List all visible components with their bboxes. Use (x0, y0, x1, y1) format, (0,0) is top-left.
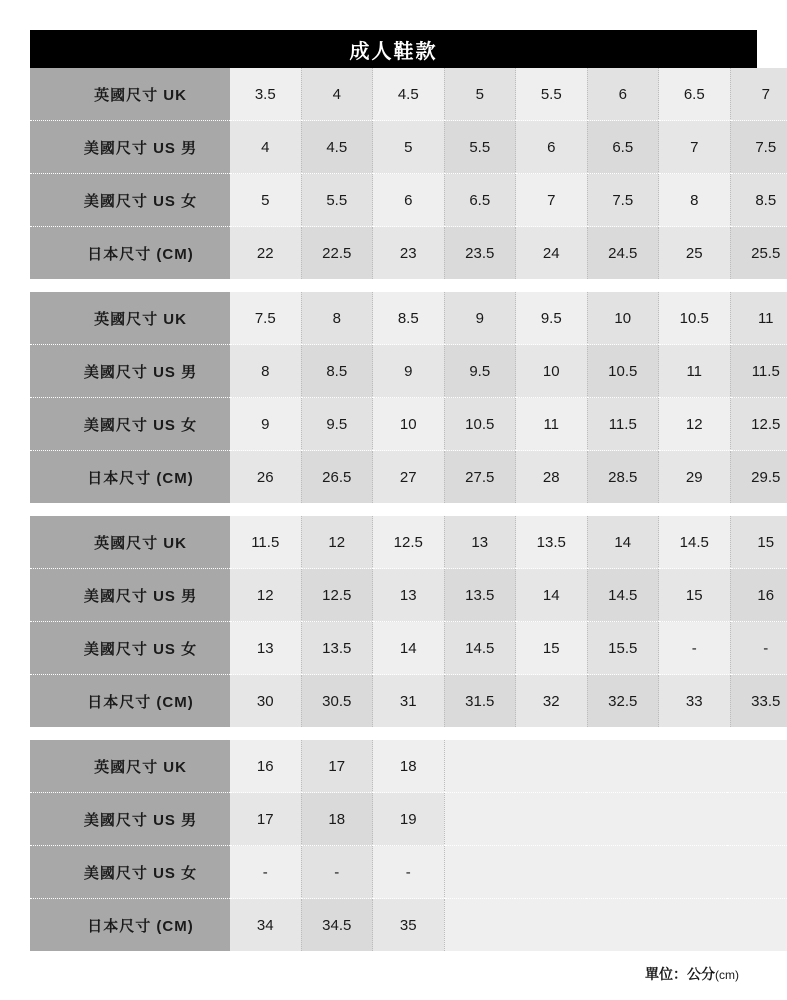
table-cell-empty (586, 899, 657, 952)
table-cell: 6 (516, 121, 588, 174)
table-cell: 26 (230, 451, 301, 504)
row-header-us-men: 美國尺寸 US 男 (30, 569, 230, 622)
table-cell: 18 (373, 740, 445, 793)
table-cell: 31.5 (444, 675, 516, 728)
table-cell: 7 (659, 121, 731, 174)
table-cell: 22.5 (301, 227, 373, 280)
table-row (30, 398, 787, 451)
table-cell-empty (444, 899, 515, 952)
row-header-uk: 英國尺寸 UK (30, 292, 230, 345)
row-header-uk: 英國尺寸 UK (30, 740, 230, 793)
table-cell: 11 (659, 345, 731, 398)
table-cell: 8 (301, 292, 373, 345)
table-row (30, 899, 787, 952)
table-cell: 12 (230, 569, 301, 622)
table-cell: 12 (659, 398, 731, 451)
table-cell: 24.5 (587, 227, 659, 280)
table-cell: - (659, 622, 731, 675)
table-cell: 14 (516, 569, 588, 622)
table-cell: 7 (516, 174, 588, 227)
row-header-uk: 英國尺寸 UK (30, 68, 230, 121)
table-row (30, 793, 787, 846)
table-cell: 17 (230, 793, 301, 846)
table-cell: - (230, 846, 301, 899)
table-cell-empty (515, 740, 586, 793)
table-cell: 7.5 (730, 121, 787, 174)
table-cell: 5.5 (301, 174, 373, 227)
table-cell: 34.5 (301, 899, 373, 952)
table-row (30, 121, 787, 174)
table-cell: 10 (373, 398, 445, 451)
table-cell: 33 (659, 675, 731, 728)
unit-note (30, 964, 757, 1000)
table-row (30, 68, 787, 121)
table-cell: 6.5 (659, 68, 731, 121)
table-cell: 7.5 (587, 174, 659, 227)
table-cell: 9.5 (301, 398, 373, 451)
table-cell: 13.5 (444, 569, 516, 622)
table-cell: 19 (373, 793, 445, 846)
table-cell: - (301, 846, 373, 899)
table-cell: 9.5 (516, 292, 588, 345)
table-cell: 31 (373, 675, 445, 728)
table-cell: 27 (373, 451, 445, 504)
table-row (30, 569, 787, 622)
table-cell-empty (656, 793, 727, 846)
table-cell: 8.5 (373, 292, 445, 345)
table-cell: 16 (230, 740, 301, 793)
table-cell-empty (727, 846, 787, 899)
table-cell: 17 (301, 740, 373, 793)
row-header-us-men: 美國尺寸 US 男 (30, 793, 230, 846)
table-cell: 7.5 (230, 292, 301, 345)
table-row (30, 846, 787, 899)
table-cell: 14.5 (587, 569, 659, 622)
table-cell: 25 (659, 227, 731, 280)
size-table-block (30, 740, 757, 951)
table-cell: 3.5 (230, 68, 301, 121)
table-cell: 9 (444, 292, 516, 345)
table-cell: 4.5 (373, 68, 445, 121)
table-cell: 30.5 (301, 675, 373, 728)
table-cell: 13 (444, 516, 516, 569)
row-header-us-women: 美國尺寸 US 女 (30, 174, 230, 227)
table-cell: 8.5 (730, 174, 787, 227)
size-table (30, 292, 787, 503)
table-row (30, 622, 787, 675)
row-header-us-men: 美國尺寸 US 男 (30, 121, 230, 174)
table-cell: 8.5 (301, 345, 373, 398)
table-cell: 30 (230, 675, 301, 728)
table-cell: 4 (230, 121, 301, 174)
table-cell: 13.5 (301, 622, 373, 675)
row-header-uk: 英國尺寸 UK (30, 516, 230, 569)
table-cell-empty (656, 846, 727, 899)
table-cell-empty (727, 793, 787, 846)
table-cell: 9 (230, 398, 301, 451)
table-cell: 13 (230, 622, 301, 675)
table-cell: - (373, 846, 445, 899)
row-header-jp-cm: 日本尺寸 (CM) (30, 899, 230, 952)
table-cell-empty (444, 740, 515, 793)
row-header-us-women: 美國尺寸 US 女 (30, 622, 230, 675)
table-cell-empty (586, 740, 657, 793)
table-cell: 18 (301, 793, 373, 846)
row-header-jp-cm: 日本尺寸 (CM) (30, 675, 230, 728)
unit-suffix: (cm) (715, 968, 739, 982)
size-table-block (30, 516, 781, 727)
table-cell: 11.5 (730, 345, 787, 398)
table-cell: 11.5 (587, 398, 659, 451)
table-cell: 13 (373, 569, 445, 622)
table-row (30, 675, 787, 728)
table-cell: 9 (373, 345, 445, 398)
unit-label: 單位：公分 (645, 966, 715, 982)
table-cell: 6 (373, 174, 445, 227)
table-cell: 10.5 (659, 292, 731, 345)
table-cell: 22 (230, 227, 301, 280)
table-cell-empty (444, 793, 515, 846)
table-cell: 34 (230, 899, 301, 952)
table-cell: 25.5 (730, 227, 787, 280)
table-cell-empty (586, 793, 657, 846)
table-cell: 35 (373, 899, 445, 952)
size-table (30, 740, 787, 951)
table-row (30, 740, 787, 793)
table-cell: 8 (230, 345, 301, 398)
table-row (30, 174, 787, 227)
table-cell: 6 (587, 68, 659, 121)
table-cell: 32 (516, 675, 588, 728)
table-cell: 11.5 (230, 516, 301, 569)
table-cell: 5.5 (444, 121, 516, 174)
table-cell: 28.5 (587, 451, 659, 504)
table-cell: 23 (373, 227, 445, 280)
table-row (30, 516, 787, 569)
row-header-jp-cm: 日本尺寸 (CM) (30, 451, 230, 504)
table-cell-empty (727, 740, 787, 793)
table-cell: 11 (516, 398, 588, 451)
table-cell: 13.5 (516, 516, 588, 569)
table-cell: 10 (516, 345, 588, 398)
row-header-us-women: 美國尺寸 US 女 (30, 398, 230, 451)
table-cell: 5 (444, 68, 516, 121)
table-cell: 10 (587, 292, 659, 345)
table-cell: 12.5 (373, 516, 445, 569)
size-table-block (30, 68, 781, 279)
table-cell-empty (656, 740, 727, 793)
size-table (30, 516, 787, 727)
table-cell: 6.5 (587, 121, 659, 174)
row-header-us-men: 美國尺寸 US 男 (30, 345, 230, 398)
table-cell: 12.5 (301, 569, 373, 622)
table-cell: 14 (373, 622, 445, 675)
table-cell: 15 (730, 516, 787, 569)
table-cell: 11 (730, 292, 787, 345)
row-header-jp-cm: 日本尺寸 (CM) (30, 227, 230, 280)
size-tables-container (30, 68, 781, 964)
table-cell: 26.5 (301, 451, 373, 504)
table-cell: 15.5 (587, 622, 659, 675)
table-cell: 29.5 (730, 451, 787, 504)
table-cell-empty (586, 846, 657, 899)
table-cell: 4.5 (301, 121, 373, 174)
table-row (30, 345, 787, 398)
table-row (30, 451, 787, 504)
table-cell-empty (656, 899, 727, 952)
table-cell-empty (727, 899, 787, 952)
table-cell: 5 (373, 121, 445, 174)
table-cell: 14 (587, 516, 659, 569)
table-cell: 8 (659, 174, 731, 227)
table-cell: 16 (730, 569, 787, 622)
table-cell-empty (444, 846, 515, 899)
table-row (30, 292, 787, 345)
table-cell: 24 (516, 227, 588, 280)
table-cell: 15 (516, 622, 588, 675)
size-table-block (30, 292, 781, 503)
size-table (30, 68, 787, 279)
table-cell: 12.5 (730, 398, 787, 451)
row-header-us-women: 美國尺寸 US 女 (30, 846, 230, 899)
table-cell: 33.5 (730, 675, 787, 728)
table-cell: 23.5 (444, 227, 516, 280)
table-row (30, 227, 787, 280)
table-cell: 32.5 (587, 675, 659, 728)
table-cell: 9.5 (444, 345, 516, 398)
table-cell: 29 (659, 451, 731, 504)
table-cell: 6.5 (444, 174, 516, 227)
table-cell: - (730, 622, 787, 675)
table-cell-empty (515, 846, 586, 899)
table-cell-empty (515, 899, 586, 952)
table-cell: 7 (730, 68, 787, 121)
table-cell: 5 (230, 174, 301, 227)
table-cell: 10.5 (587, 345, 659, 398)
table-cell: 27.5 (444, 451, 516, 504)
table-cell: 5.5 (516, 68, 588, 121)
table-cell: 10.5 (444, 398, 516, 451)
table-cell: 4 (301, 68, 373, 121)
table-cell: 12 (301, 516, 373, 569)
table-cell: 14.5 (444, 622, 516, 675)
table-cell: 28 (516, 451, 588, 504)
table-cell: 15 (659, 569, 731, 622)
table-cell: 14.5 (659, 516, 731, 569)
page-title: 成人鞋款 (30, 30, 757, 68)
table-cell-empty (515, 793, 586, 846)
